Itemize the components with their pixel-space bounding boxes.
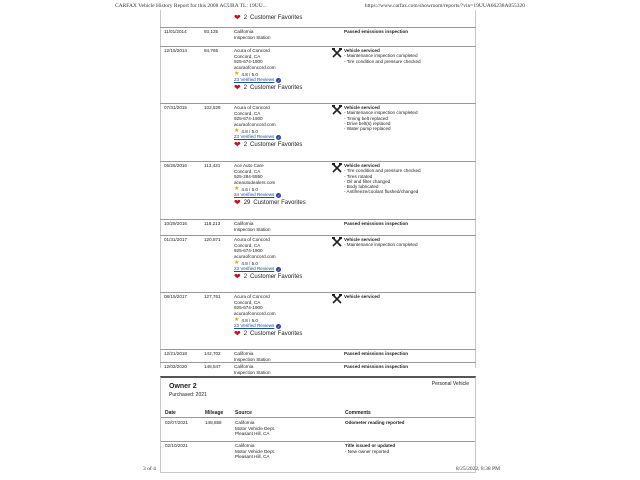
- verified-check-icon: ✓: [277, 323, 281, 329]
- row-date: 05/26/2016: [164, 163, 187, 168]
- customer-favorites: [234, 199, 330, 207]
- source-line: Concord, CA: [234, 242, 261, 248]
- service-title: Vehicle serviced: [344, 237, 380, 242]
- owner-purchased: Purchased: 2021: [169, 392, 207, 398]
- row-source: [234, 221, 330, 232]
- favorites-label: Customer Favorites: [253, 199, 306, 206]
- customer-favorites: [234, 273, 330, 281]
- row-comments: Odometer reading reported: [345, 420, 405, 425]
- row-mileage: 120,871: [204, 237, 221, 242]
- verified-reviews-link[interactable]: [234, 134, 330, 140]
- customer-favorites: [234, 14, 302, 22]
- heart-icon: ❤: [234, 271, 241, 281]
- heart-icon: ❤: [234, 82, 241, 92]
- row-comments: Passed emissions inspection: [344, 29, 409, 34]
- history-row: [160, 349, 476, 363]
- service-item: - Tire condition and pressure checked: [344, 58, 421, 64]
- source-line: Ace Auto Care: [234, 163, 264, 168]
- favorites-count: 2: [243, 15, 248, 21]
- source-line: Motor Vehicle Dept.: [235, 448, 276, 454]
- row-comments: Passed emissions inspection: [344, 221, 409, 226]
- star-icon: ★: [234, 71, 240, 78]
- tools-icon: [332, 105, 342, 115]
- favorites-label: Customer Favorites: [250, 84, 303, 91]
- row-mileage: 142,702: [204, 351, 221, 356]
- row-source: [235, 443, 331, 460]
- service-item: - Oil and filter changed: [344, 178, 391, 184]
- heart-icon: ❤: [234, 328, 241, 338]
- owner-vehicle-type: Personal Vehicle: [431, 381, 469, 387]
- source-line: 925-674-1900: [234, 305, 263, 311]
- source-line: Concord, CA: [234, 53, 261, 59]
- service-title: Vehicle serviced: [344, 294, 380, 299]
- source-line: Acura of Concord: [234, 237, 270, 242]
- history-sheet: [160, 10, 478, 460]
- row-mileage: 94,765: [204, 48, 219, 53]
- rating-value: 4.6 / 5.0: [241, 186, 258, 192]
- header-source: Source: [235, 410, 252, 416]
- verified-check-icon: ✓: [277, 192, 281, 198]
- row-date: 12/15/2014: [164, 48, 187, 53]
- row-mileage: 102,526: [204, 105, 221, 110]
- star-icon: ★: [234, 260, 240, 267]
- service-item: - Water pump replaced: [344, 126, 391, 132]
- row-source: [234, 294, 330, 338]
- source-line: Concord, CA: [234, 299, 261, 305]
- history-row: [160, 161, 476, 220]
- verified-check-icon: ✓: [277, 134, 281, 140]
- source-line: California: [234, 364, 254, 369]
- source-line: Inspection Station: [234, 34, 271, 40]
- owner2-row: [161, 441, 475, 469]
- source-line: California: [234, 221, 254, 226]
- tools-icon: [332, 237, 342, 247]
- row-source: [234, 29, 330, 40]
- source-line: 925-674-1900: [234, 248, 263, 254]
- row-source: [234, 237, 330, 281]
- comment-line: Title issued or updated: [345, 443, 396, 448]
- service-title: Vehicle serviced: [344, 105, 380, 110]
- row-date: 02/07/2021: [165, 420, 188, 425]
- customer-favorites: [234, 330, 330, 338]
- owner2-section: [160, 376, 476, 473]
- favorites-count: 2: [243, 141, 248, 148]
- source-line: Acura of Concord: [234, 48, 270, 53]
- source-line: Inspection Station: [234, 356, 271, 362]
- row-date: 12/21/2018: [164, 351, 187, 356]
- row-source: [234, 364, 330, 375]
- row-date: 01/31/2017: [164, 237, 187, 242]
- favorites-count: 2: [243, 273, 248, 280]
- history-row: [160, 362, 476, 376]
- rating-value: 4.8 / 5.0: [241, 71, 258, 77]
- service-item: - Maintenance inspection completed: [344, 242, 418, 248]
- source-line: 925-674-1900: [234, 116, 263, 122]
- service-title: Vehicle serviced: [344, 48, 380, 53]
- header-mileage: Mileage: [205, 410, 224, 416]
- star-icon: ★: [234, 186, 240, 193]
- star-icon: ★: [234, 128, 240, 135]
- row-source: [234, 105, 330, 149]
- history-row: [160, 219, 476, 236]
- source-line: Concord, CA: [234, 168, 261, 174]
- source-line: acuraofconcord.com: [234, 64, 276, 70]
- owner2-row: [161, 418, 475, 442]
- row-comments: Passed emissions inspection: [344, 364, 409, 369]
- source-line: 925-674-1900: [234, 59, 263, 65]
- verified-reviews-link[interactable]: [234, 266, 330, 272]
- verified-check-icon: ✓: [277, 266, 281, 272]
- history-row: [160, 27, 476, 47]
- row-date: 08/15/2017: [164, 294, 187, 299]
- history-row: [160, 292, 476, 350]
- source-line: Motor Vehicle Dept.: [235, 425, 276, 431]
- row-date: 10/29/2016: [164, 221, 187, 226]
- history-row: [160, 235, 476, 293]
- favorites-label: Customer Favorites: [250, 273, 303, 280]
- row-source: [234, 48, 330, 92]
- reviews-text: 23 Verified Reviews: [234, 323, 275, 329]
- service-item: - Tires rotated: [344, 173, 373, 179]
- owner2-column-headers: [161, 409, 475, 418]
- top-favorites-row: [160, 10, 476, 28]
- print-header-url: https://www.carfax.com/showroom/reports/?vin=19UUA66238A055320: [364, 3, 525, 9]
- row-source: [235, 420, 331, 437]
- header-date: Date: [165, 410, 176, 416]
- favorites-count: 2: [243, 84, 248, 91]
- source-line: Acura of Concord: [234, 105, 270, 110]
- comment-line: - New owner reported: [345, 448, 390, 454]
- favorites-count: 2: [243, 330, 248, 337]
- source-line: aceautodealers.com: [234, 179, 276, 185]
- tools-icon: [332, 48, 342, 58]
- source-line: California: [234, 351, 254, 356]
- row-mileage: 93,125: [204, 29, 219, 34]
- source-line: California: [234, 29, 254, 34]
- history-row: [160, 46, 476, 104]
- page-number: 3 of 4: [143, 466, 156, 472]
- tools-icon: [332, 294, 342, 304]
- row-mileage: 118,213: [204, 221, 221, 226]
- source-line: acuraofconcord.com: [234, 310, 276, 316]
- row-mileage: 148,547: [204, 364, 221, 369]
- rating-value: 4.8 / 5.0: [241, 128, 258, 134]
- star-icon: ★: [234, 317, 240, 324]
- row-mileage: 148,658: [205, 420, 222, 425]
- row-date: 11/01/2014: [164, 29, 187, 34]
- row-date: 12/02/2020: [164, 364, 187, 369]
- row-comments: [345, 443, 473, 454]
- source-line: 925-284-5550: [234, 174, 263, 180]
- source-line: Inspection Station: [234, 369, 271, 375]
- service-item: - Antifreeze/coolant flushed/changed: [344, 189, 419, 195]
- heart-icon: ❤: [234, 197, 241, 207]
- row-comments: Passed emissions inspection: [344, 351, 409, 356]
- reviews-text: 23 Verified Reviews: [234, 77, 275, 83]
- header-comments: Comments: [345, 410, 371, 416]
- print-footer: [143, 466, 500, 476]
- customer-favorites: [234, 141, 330, 149]
- reviews-text: 23 Verified Reviews: [234, 134, 275, 140]
- reviews-text: 23 Verified Reviews: [234, 266, 275, 272]
- row-mileage: 127,761: [204, 294, 221, 299]
- verified-reviews-link[interactable]: [234, 323, 330, 329]
- favorites-label: Customer Favorites: [250, 330, 303, 337]
- favorites-count: 29: [243, 199, 251, 206]
- row-mileage: 113,431: [204, 163, 221, 168]
- source-line: acuraofconcord.com: [234, 121, 276, 127]
- owner-title: Owner 2: [169, 383, 197, 390]
- service-item: - Tire condition and pressure checked: [344, 168, 421, 174]
- source-line: Inspection Station: [234, 226, 271, 232]
- verified-reviews-link[interactable]: [234, 192, 330, 198]
- service-item: - Drive belt(s) replaced: [344, 120, 391, 126]
- service-item: - Body lubricated: [344, 184, 379, 190]
- row-source: [234, 351, 330, 362]
- source-line: acuraofconcord.com: [234, 253, 276, 259]
- service-item: - Maintenance inspection completed: [344, 53, 418, 59]
- source-line: Concord, CA: [234, 110, 261, 116]
- service-item: - Maintenance inspection completed: [344, 110, 418, 116]
- rating-value: 4.8 / 5.0: [241, 260, 258, 266]
- print-header-title: CARFAX Vehicle History Report for this 2008 ACURA TL: 19UU...: [115, 3, 267, 9]
- row-date: 07/31/2015: [164, 105, 187, 110]
- favorites-label: Customer Favorites: [250, 141, 303, 148]
- reviews-text: 34 Verified Reviews: [234, 192, 275, 198]
- service-item: - Timing belt replaced: [344, 115, 388, 121]
- history-row: [160, 103, 476, 162]
- rating-value: 4.8 / 5.0: [241, 317, 258, 323]
- customer-favorites: [234, 84, 330, 92]
- source-line: Pleasant Hill, CA: [235, 431, 270, 437]
- tools-icon: [332, 163, 342, 173]
- source-line: Acura of Concord: [234, 294, 270, 299]
- row-source: [234, 163, 330, 207]
- heart-icon: ❤: [234, 139, 241, 149]
- service-title: Vehicle serviced: [344, 163, 380, 168]
- favorites-label: Customer Favorites: [250, 15, 303, 21]
- source-line: Pleasant Hill, CA: [235, 454, 270, 460]
- verified-reviews-link[interactable]: [234, 77, 330, 83]
- source-line: California: [235, 443, 255, 448]
- row-date: 02/10/2021: [165, 443, 188, 448]
- verified-check-icon: ✓: [277, 77, 281, 83]
- source-line: California: [235, 420, 255, 425]
- heart-icon: ❤: [234, 13, 241, 22]
- print-timestamp: 8/25/2022, 8:38 PM: [455, 466, 500, 472]
